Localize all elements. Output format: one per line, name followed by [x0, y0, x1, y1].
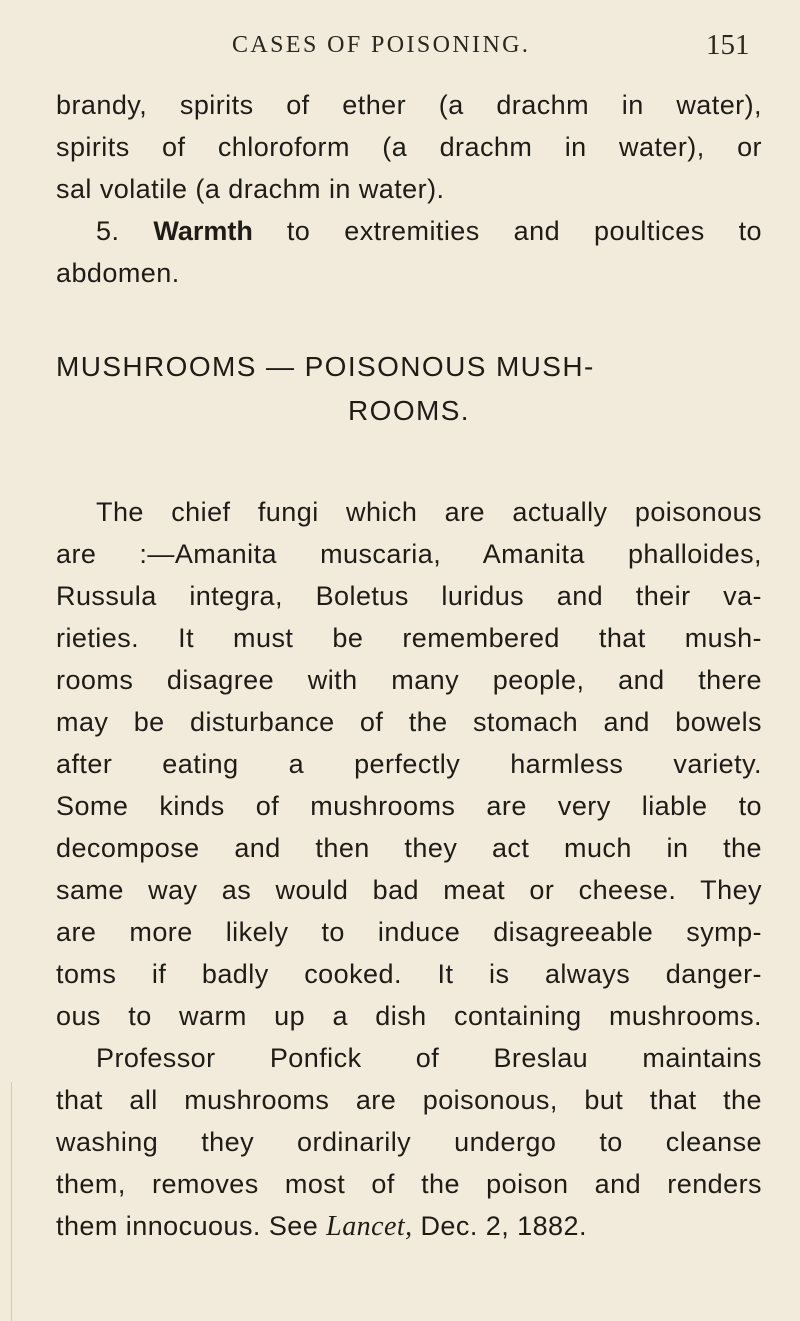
paragraph-line: sal volatile (a drachm in water). [56, 174, 445, 204]
paragraph-line: toms if badly cooked. It is always danger- [56, 959, 762, 989]
paragraph-line: Russula integra, Boletus luridus and their va- [56, 581, 762, 611]
paragraph-line: them, removes most of the poison and renders [56, 1169, 762, 1199]
paragraph-line: after eating a perfectly harmless variety. [56, 749, 762, 779]
citation-prefix: them innocuous. See [56, 1211, 319, 1241]
page-margin-line [11, 1082, 12, 1321]
section-heading-line: ROOMS. [348, 395, 470, 426]
section-heading-line: MUSHROOMS — POISONOUS MUSH- [56, 351, 595, 382]
citation-line [56, 1205, 762, 1247]
continued-text [56, 84, 762, 294]
paragraph-line: brandy, spirits of ether (a drachm in water), [56, 90, 762, 120]
item-bold-word: Warmth [153, 216, 253, 246]
paragraph-line: rooms disagree with many people, and there [56, 665, 762, 695]
section-heading [56, 345, 762, 433]
paragraph-line: spirits of chloroform (a drachm in water), or [56, 132, 762, 162]
paragraph-line: are :—Amanita muscaria, Amanita phalloides, [56, 539, 762, 569]
paragraph-line: Some kinds of mushrooms are very liable to [56, 791, 762, 821]
running-title: CASES OF POISONING. [232, 32, 531, 58]
paragraph-line: are more likely to induce disagreeable symp- [56, 917, 762, 947]
numbered-item-line [56, 210, 762, 252]
paragraph-line: abdomen. [56, 258, 180, 288]
paragraph-line: rieties. It must be remembered that mush- [56, 623, 762, 653]
paragraph-line: decompose and then they act much in the [56, 833, 762, 863]
paragraph-line: that all mushrooms are poisonous, but that the [56, 1085, 762, 1115]
paragraph-line: The chief fungi which are actually poisonous [96, 497, 762, 527]
paragraph-line: Professor Ponfick of Breslau maintains [96, 1043, 762, 1073]
paragraph-line: same way as would bad meat or cheese. They [56, 875, 762, 905]
item-text: to extremities and poultices to [286, 216, 763, 246]
running-head [0, 29, 800, 72]
paragraph-line: washing they ordinarily undergo to cleanse [56, 1127, 762, 1157]
paragraph-line: may be disturbance of the stomach and bowels [56, 707, 762, 737]
item-number: 5. [96, 216, 120, 246]
body-text [56, 491, 762, 1247]
page-number: 151 [706, 29, 750, 61]
paragraph-line: ous to warm up a dish containing mushrooms. [56, 1001, 762, 1031]
citation-title: Lancet, [326, 1211, 413, 1242]
citation-date: Dec. 2, 1882. [420, 1211, 587, 1241]
